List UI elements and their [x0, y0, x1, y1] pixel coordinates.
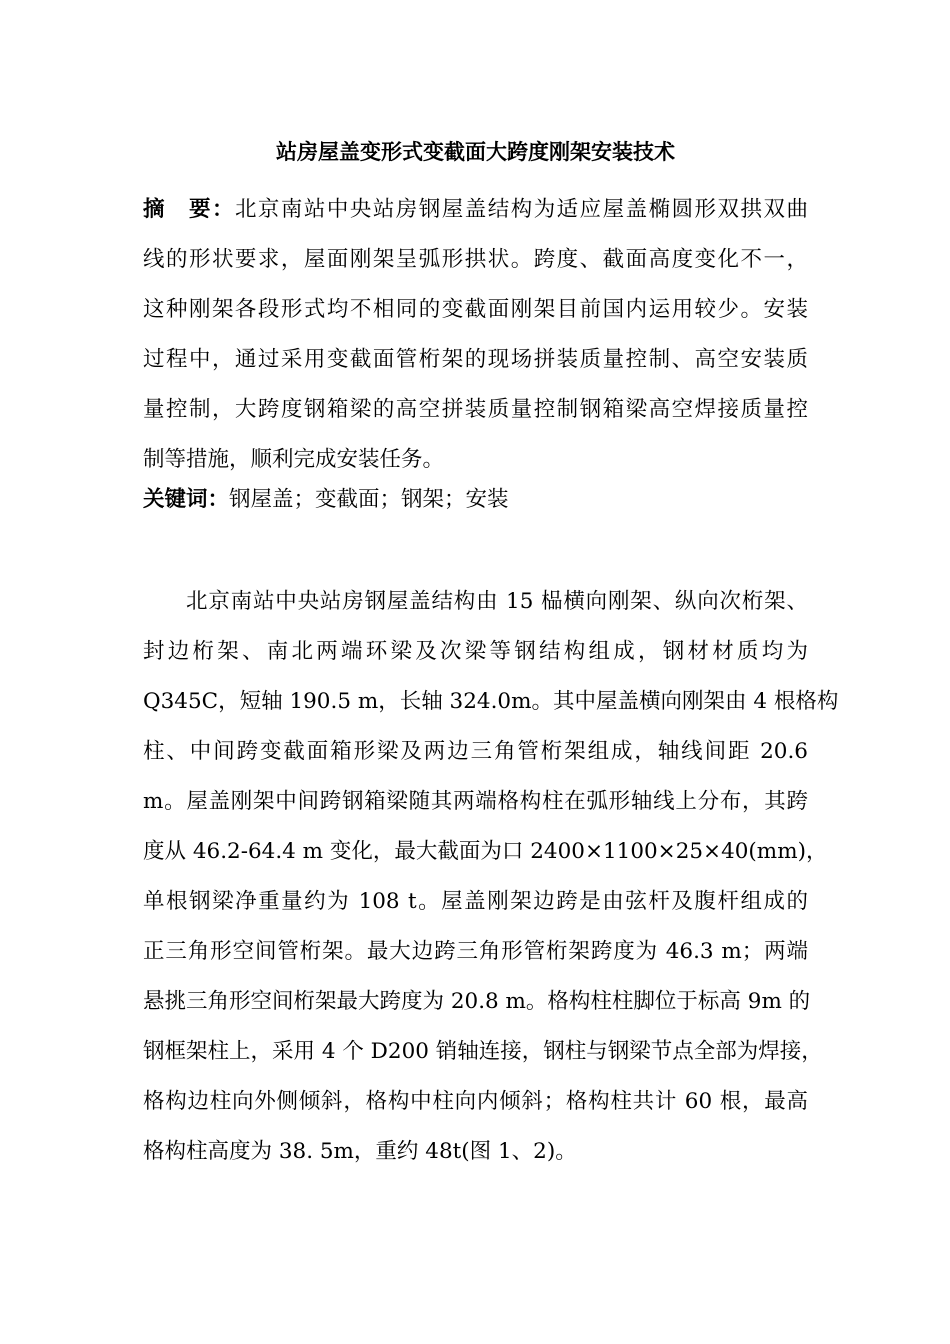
body-line: 单根钢梁净重量约为 108 t。屋盖刚架边跨是由弦杆及腹杆组成的 [143, 889, 808, 914]
body-line: Q345C，短轴 190.5 m，长轴 324.0m。其中屋盖横向刚架由 4 根格构 [143, 689, 839, 714]
abstract-line [143, 185, 808, 235]
body-line: 钢框架柱上，采用 4 个 D200 销轴连接，钢柱与钢梁节点全部为焊接， [143, 1039, 823, 1064]
body-line: m。屋盖刚架中间跨钢箱梁随其两端格构柱在弧形轴线上分布，其跨 [143, 789, 808, 814]
abstract-line: 这种刚架各段形式均不相同的变截面刚架目前国内运用较少。安装 [143, 297, 808, 322]
keywords-label: 关键词： [143, 487, 230, 512]
abstract-line: 制等措施，顺利完成安装任务。 [143, 447, 445, 472]
body-line: 正三角形空间管桁架。最大边跨三角形管桁架跨度为 46.3 m；两端 [143, 939, 808, 964]
abstract-label: 摘 要： [143, 197, 235, 222]
body-line: 柱、中间跨变截面箱形梁及两边三角管桁架组成，轴线间距 20.6 [143, 739, 808, 764]
body-line: 度从 46.2-64.4 m 变化，最大截面为口 2400×1100×25×40(mm)， [143, 839, 828, 864]
document-title: 站房屋盖变形式变截面大跨度刚架安装技术 [276, 140, 675, 164]
body-line: 格构柱高度为 38. 5m，重约 48t(图 1、2)。 [143, 1139, 577, 1164]
abstract-line: 线的形状要求，屋面刚架呈弧形拱状。跨度、截面高度变化不一， [143, 247, 808, 272]
abstract-line: 量控制，大跨度钢箱梁的高空拼装质量控制钢箱梁高空焊接质量控 [143, 397, 808, 422]
abstract-section [143, 185, 808, 485]
body-line: 北京南站中央站房钢屋盖结构由 15 榀横向刚架、纵向次桁架、 [186, 589, 808, 614]
body-paragraph [143, 577, 839, 1177]
abstract-text: 北京南站中央站房钢屋盖结构为适应屋盖椭圆形双拱双曲 [234, 197, 808, 222]
abstract-line: 过程中，通过采用变截面管桁架的现场拼装质量控制、高空安装质 [143, 347, 808, 372]
keywords-value: 钢屋盖；变截面；钢架；安装 [229, 487, 509, 512]
body-line: 悬挑三角形空间桁架最大跨度为 20.8 m。格构柱柱脚位于标高 9m 的 [143, 989, 811, 1014]
body-line: 封边桁架、南北两端环梁及次梁等钢结构组成，钢材材质均为 [143, 639, 808, 664]
body-line: 格构边柱向外侧倾斜，格构中柱向内倾斜；格构柱共计 60 根，最高 [143, 1089, 808, 1114]
keywords-section [143, 485, 808, 515]
